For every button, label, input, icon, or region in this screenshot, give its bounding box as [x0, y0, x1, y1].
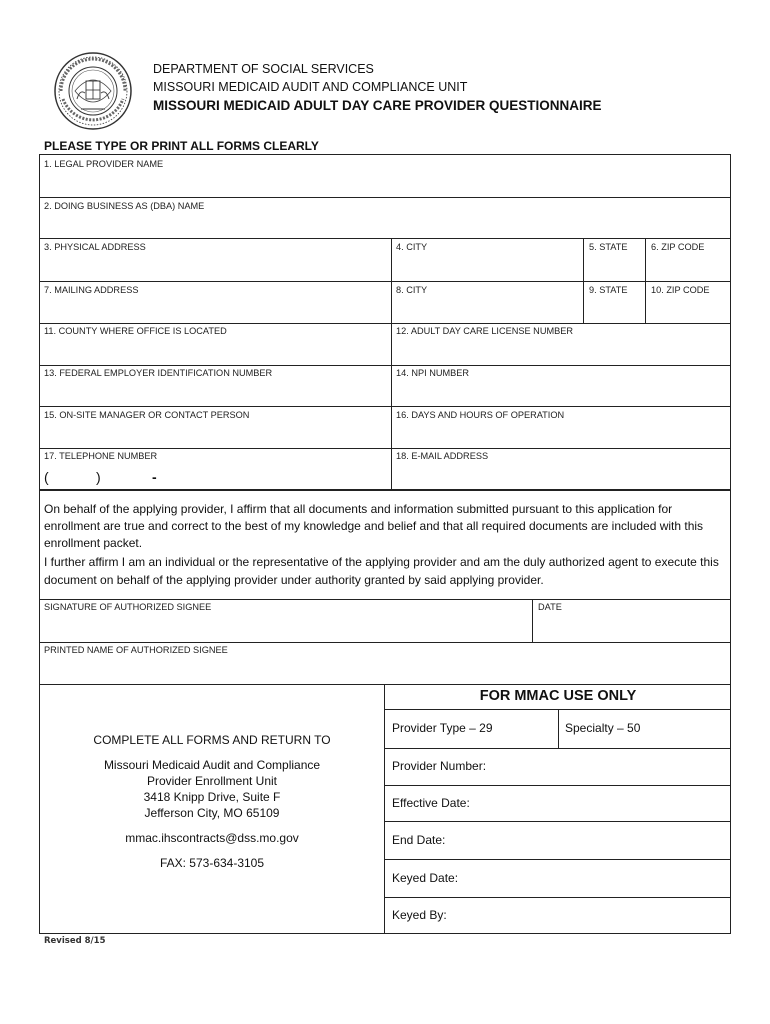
- mmac-use-only-title: FOR MMAC USE ONLY: [479, 688, 637, 704]
- return-line-3: 3418 Knipp Drive, Suite F: [143, 790, 281, 804]
- keyed-date-field[interactable]: Keyed Date:: [392, 871, 459, 885]
- fein-field[interactable]: 13. FEDERAL EMPLOYER IDENTIFICATION NUMBER: [44, 368, 273, 378]
- state-field[interactable]: 5. STATE: [589, 242, 628, 252]
- return-line-1: Missouri Medicaid Audit and Compliance: [103, 758, 321, 772]
- mailing-zip-code-field[interactable]: 10. ZIP CODE: [651, 285, 710, 295]
- dba-name-field[interactable]: 2. DOING BUSINESS AS (DBA) NAME: [44, 201, 205, 211]
- specialty-label: Specialty – 50: [565, 721, 641, 735]
- license-number-field[interactable]: 12. ADULT DAY CARE LICENSE NUMBER: [396, 326, 573, 336]
- mailing-address-field[interactable]: 7. MAILING ADDRESS: [44, 285, 139, 295]
- form-title: MISSOURI MEDICAID ADULT DAY CARE PROVIDER QUESTIONNAIRE: [153, 98, 602, 113]
- phone-dash: -: [152, 469, 157, 485]
- affirmation-text-2: I further affirm I am an individual or the representative of the applying provider and am the duly authorized agent to execute this document on behalf of the applying provider under authority granted by said applying provider.: [44, 555, 719, 587]
- department-name: DEPARTMENT OF SOCIAL SERVICES: [153, 62, 374, 76]
- return-heading: COMPLETE ALL FORMS AND RETURN TO: [93, 733, 331, 747]
- form-instructions: PLEASE TYPE OR PRINT ALL FORMS CLEARLY: [44, 139, 319, 153]
- contact-person-field[interactable]: 15. ON-SITE MANAGER OR CONTACT PERSON: [44, 410, 250, 420]
- provider-number-field[interactable]: Provider Number:: [392, 759, 487, 773]
- return-line-2: Provider Enrollment Unit: [146, 774, 278, 788]
- return-email[interactable]: mmac.ihscontracts@dss.mo.gov: [125, 831, 299, 845]
- effective-date-field[interactable]: Effective Date:: [392, 796, 470, 810]
- county-field[interactable]: 11. COUNTY WHERE OFFICE IS LOCATED: [44, 326, 227, 336]
- printed-name-field[interactable]: PRINTED NAME OF AUTHORIZED SIGNEE: [44, 645, 228, 655]
- revision-date: Revised 8/15: [44, 936, 106, 946]
- zip-code-field[interactable]: 6. ZIP CODE: [651, 242, 705, 252]
- mailing-state-field[interactable]: 9. STATE: [589, 285, 628, 295]
- return-fax: FAX: 573-634-3105: [159, 856, 265, 870]
- hours-of-operation-field[interactable]: 16. DAYS AND HOURS OF OPERATION: [396, 410, 565, 420]
- physical-address-field[interactable]: 3. PHYSICAL ADDRESS: [44, 242, 146, 252]
- npi-number-field[interactable]: 14. NPI NUMBER: [396, 368, 470, 378]
- mailing-city-field[interactable]: 8. CITY: [396, 285, 428, 295]
- telephone-field[interactable]: 17. TELEPHONE NUMBER: [44, 451, 158, 461]
- city-field[interactable]: 4. CITY: [396, 242, 428, 252]
- legal-provider-name-field[interactable]: 1. LEGAL PROVIDER NAME: [44, 159, 164, 169]
- end-date-field[interactable]: End Date:: [392, 833, 446, 847]
- return-line-4: Jefferson City, MO 65109: [144, 806, 280, 820]
- phone-area-close: ): [96, 469, 101, 485]
- affirmation-text-1: On behalf of the applying provider, I affirm that all documents and information submitted pursuant to this application for enrollment are true and correct to the best of my knowledge and belief and that all required documents are included with this enrollment packet.: [44, 502, 704, 550]
- email-field[interactable]: 18. E-MAIL ADDRESS: [396, 451, 489, 461]
- state-seal-icon: [53, 51, 133, 131]
- keyed-by-field[interactable]: Keyed By:: [392, 908, 447, 922]
- phone-area-open: (: [44, 469, 49, 485]
- unit-name: MISSOURI MEDICAID AUDIT AND COMPLIANCE UNIT: [153, 80, 468, 94]
- provider-type-label: Provider Type – 29: [392, 721, 493, 735]
- signature-field[interactable]: SIGNATURE OF AUTHORIZED SIGNEE: [44, 602, 212, 612]
- date-field[interactable]: DATE: [538, 602, 562, 612]
